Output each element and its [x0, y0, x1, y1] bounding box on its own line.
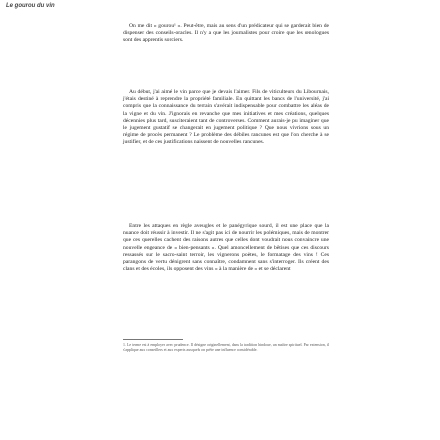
paragraph-1-text: On me dit « gourou¹ ». Peut-être, mais au sens d'un prédicateur qui se garderait bien de dispenser des conseils-oracles. Il n'y a que les journalistes pour croire que les œnologues sont des apprentis sorciers.	[123, 23, 329, 44]
paragraph-3-text: Entre les attaques en règle aveugles et le panégyrique sourd, il est une place que la nuance doit réussir à investir. Il ne s'agit pas ici de nourrir les polémiques, mais de montrer que ces querelles cachent des raisons autres que celles dont voudrait nous convaincre une nouvelle engeance de « bien-pensants ». Quel amoncellement de bêtises que ces discours ressassés sur le sacro-saint terroir, les vignerons poètes, le formatage des vins ! Ces parangons de vertu dénigrent sans connaître, condamnent sans s'interroger. Ils créent des clans et des écoles, ils opposent des vins « à la manière de » et se déclarent	[123, 223, 329, 273]
running-header: Le gourou du vin	[6, 3, 55, 9]
paragraph-2	[123, 89, 329, 151]
paragraph-1	[123, 23, 329, 49]
paragraph-3	[123, 223, 329, 277]
paragraph-2-text: Au début, j'ai aimé le vin parce que je devais l'aimer. Fils de viticulteurs du Libournais, j'étais destiné à reprendre la propriété familiale. En quittant les bancs de l'université, j'ai compris que la connaissance du terrain s'avérait indispensable pour combattre les aléas de la vigne et du vin. J'ignorais en revanche que mes initiatives et mes créations, quelques décennies plus tard, susciteraient tant de controverses. Comment aurais-je pu imaginer que le jugement gustatif se changerait en jugement politique ? Que nous vivrions sous un régime de procès permanent ? Le problème des débiles rancunes est que l'on cherche à se justifier, et de ces justifications naissent de nouvelles rancunes.	[123, 89, 329, 146]
footnote-1: 1. Le terme est à employer avec prudence. Il désigne originellement, dans la tradition hindoue, un maître spirituel. Par extension, il s'applique aux conseillers et aux experts auxquels on prête une influence considérable.	[123, 343, 329, 352]
footnotes	[123, 339, 329, 353]
footnote-rule	[123, 339, 183, 340]
